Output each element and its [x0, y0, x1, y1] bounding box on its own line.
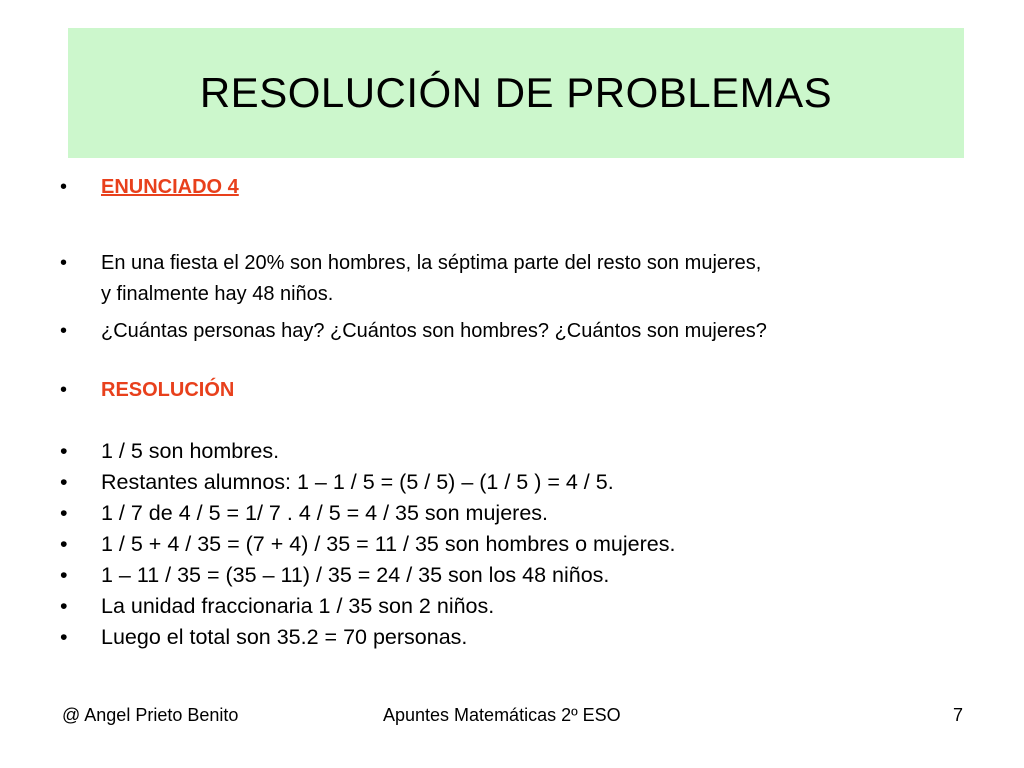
resolution-step: [58, 436, 958, 467]
slide-title: RESOLUCIÓN DE PROBLEMAS: [199, 69, 833, 116]
bullet-icon: •: [60, 532, 68, 556]
bullet-icon: •: [60, 320, 68, 342]
bullet-icon: •: [60, 594, 68, 618]
bullet-icon: •: [60, 252, 68, 274]
resolution-step: [58, 498, 958, 529]
bullet-icon: •: [60, 439, 68, 463]
bullet-icon: •: [60, 625, 68, 649]
resolution-step: [58, 591, 958, 622]
resolution-step-text: La unidad fraccionaria 1 / 35 son 2 niños.: [101, 594, 495, 618]
footer-author: @ Angel Prieto Benito: [62, 705, 239, 725]
statement-line-1: En una fiesta el 20% son hombres, la séptima parte del resto son mujeres,: [101, 252, 762, 274]
bullet-icon: •: [60, 379, 68, 401]
bullet-item-statement-text: [58, 248, 958, 310]
bullet-icon: •: [60, 176, 68, 198]
resolution-step-text: 1 – 11 / 35 = (35 – 11) / 35 = 24 / 35 son los 48 niños.: [101, 563, 610, 587]
title-banner: [68, 28, 964, 158]
resolution-step-text: Restantes alumnos: 1 – 1 / 5 = (5 / 5) – (1 / 5 ) = 4 / 5.: [101, 470, 614, 494]
bullet-item-question: [58, 316, 958, 347]
resolution-step: [58, 622, 958, 653]
statement-text: [101, 248, 958, 310]
resolution-step: [58, 529, 958, 560]
resolution-step-text: Luego el total son 35.2 = 70 personas.: [101, 625, 468, 649]
bullet-item-resolution-heading: [58, 375, 958, 406]
resolution-step: [58, 467, 958, 498]
question-text: ¿Cuántas personas hay? ¿Cuántos son hombres? ¿Cuántos son mujeres?: [101, 320, 767, 342]
bullet-icon: •: [60, 563, 68, 587]
bullet-icon: •: [60, 470, 68, 494]
resolution-heading: RESOLUCIÓN: [101, 379, 235, 401]
footer-page-number: 7: [953, 705, 964, 725]
statement-heading: ENUNCIADO 4: [101, 176, 239, 198]
statement-line-2: y finalmente hay 48 niños.: [101, 283, 334, 305]
resolution-step: [58, 560, 958, 591]
resolution-step-text: 1 / 5 + 4 / 35 = (7 + 4) / 35 = 11 / 35 son hombres o mujeres.: [101, 532, 676, 556]
bullet-icon: •: [60, 501, 68, 525]
resolution-step-text: 1 / 7 de 4 / 5 = 1/ 7 . 4 / 5 = 4 / 35 son mujeres.: [101, 501, 548, 525]
resolution-step-text: 1 / 5 son hombres.: [101, 439, 280, 463]
footer-course: Apuntes Matemáticas 2º ESO: [383, 705, 621, 725]
bullet-item-statement-heading: [58, 172, 958, 203]
